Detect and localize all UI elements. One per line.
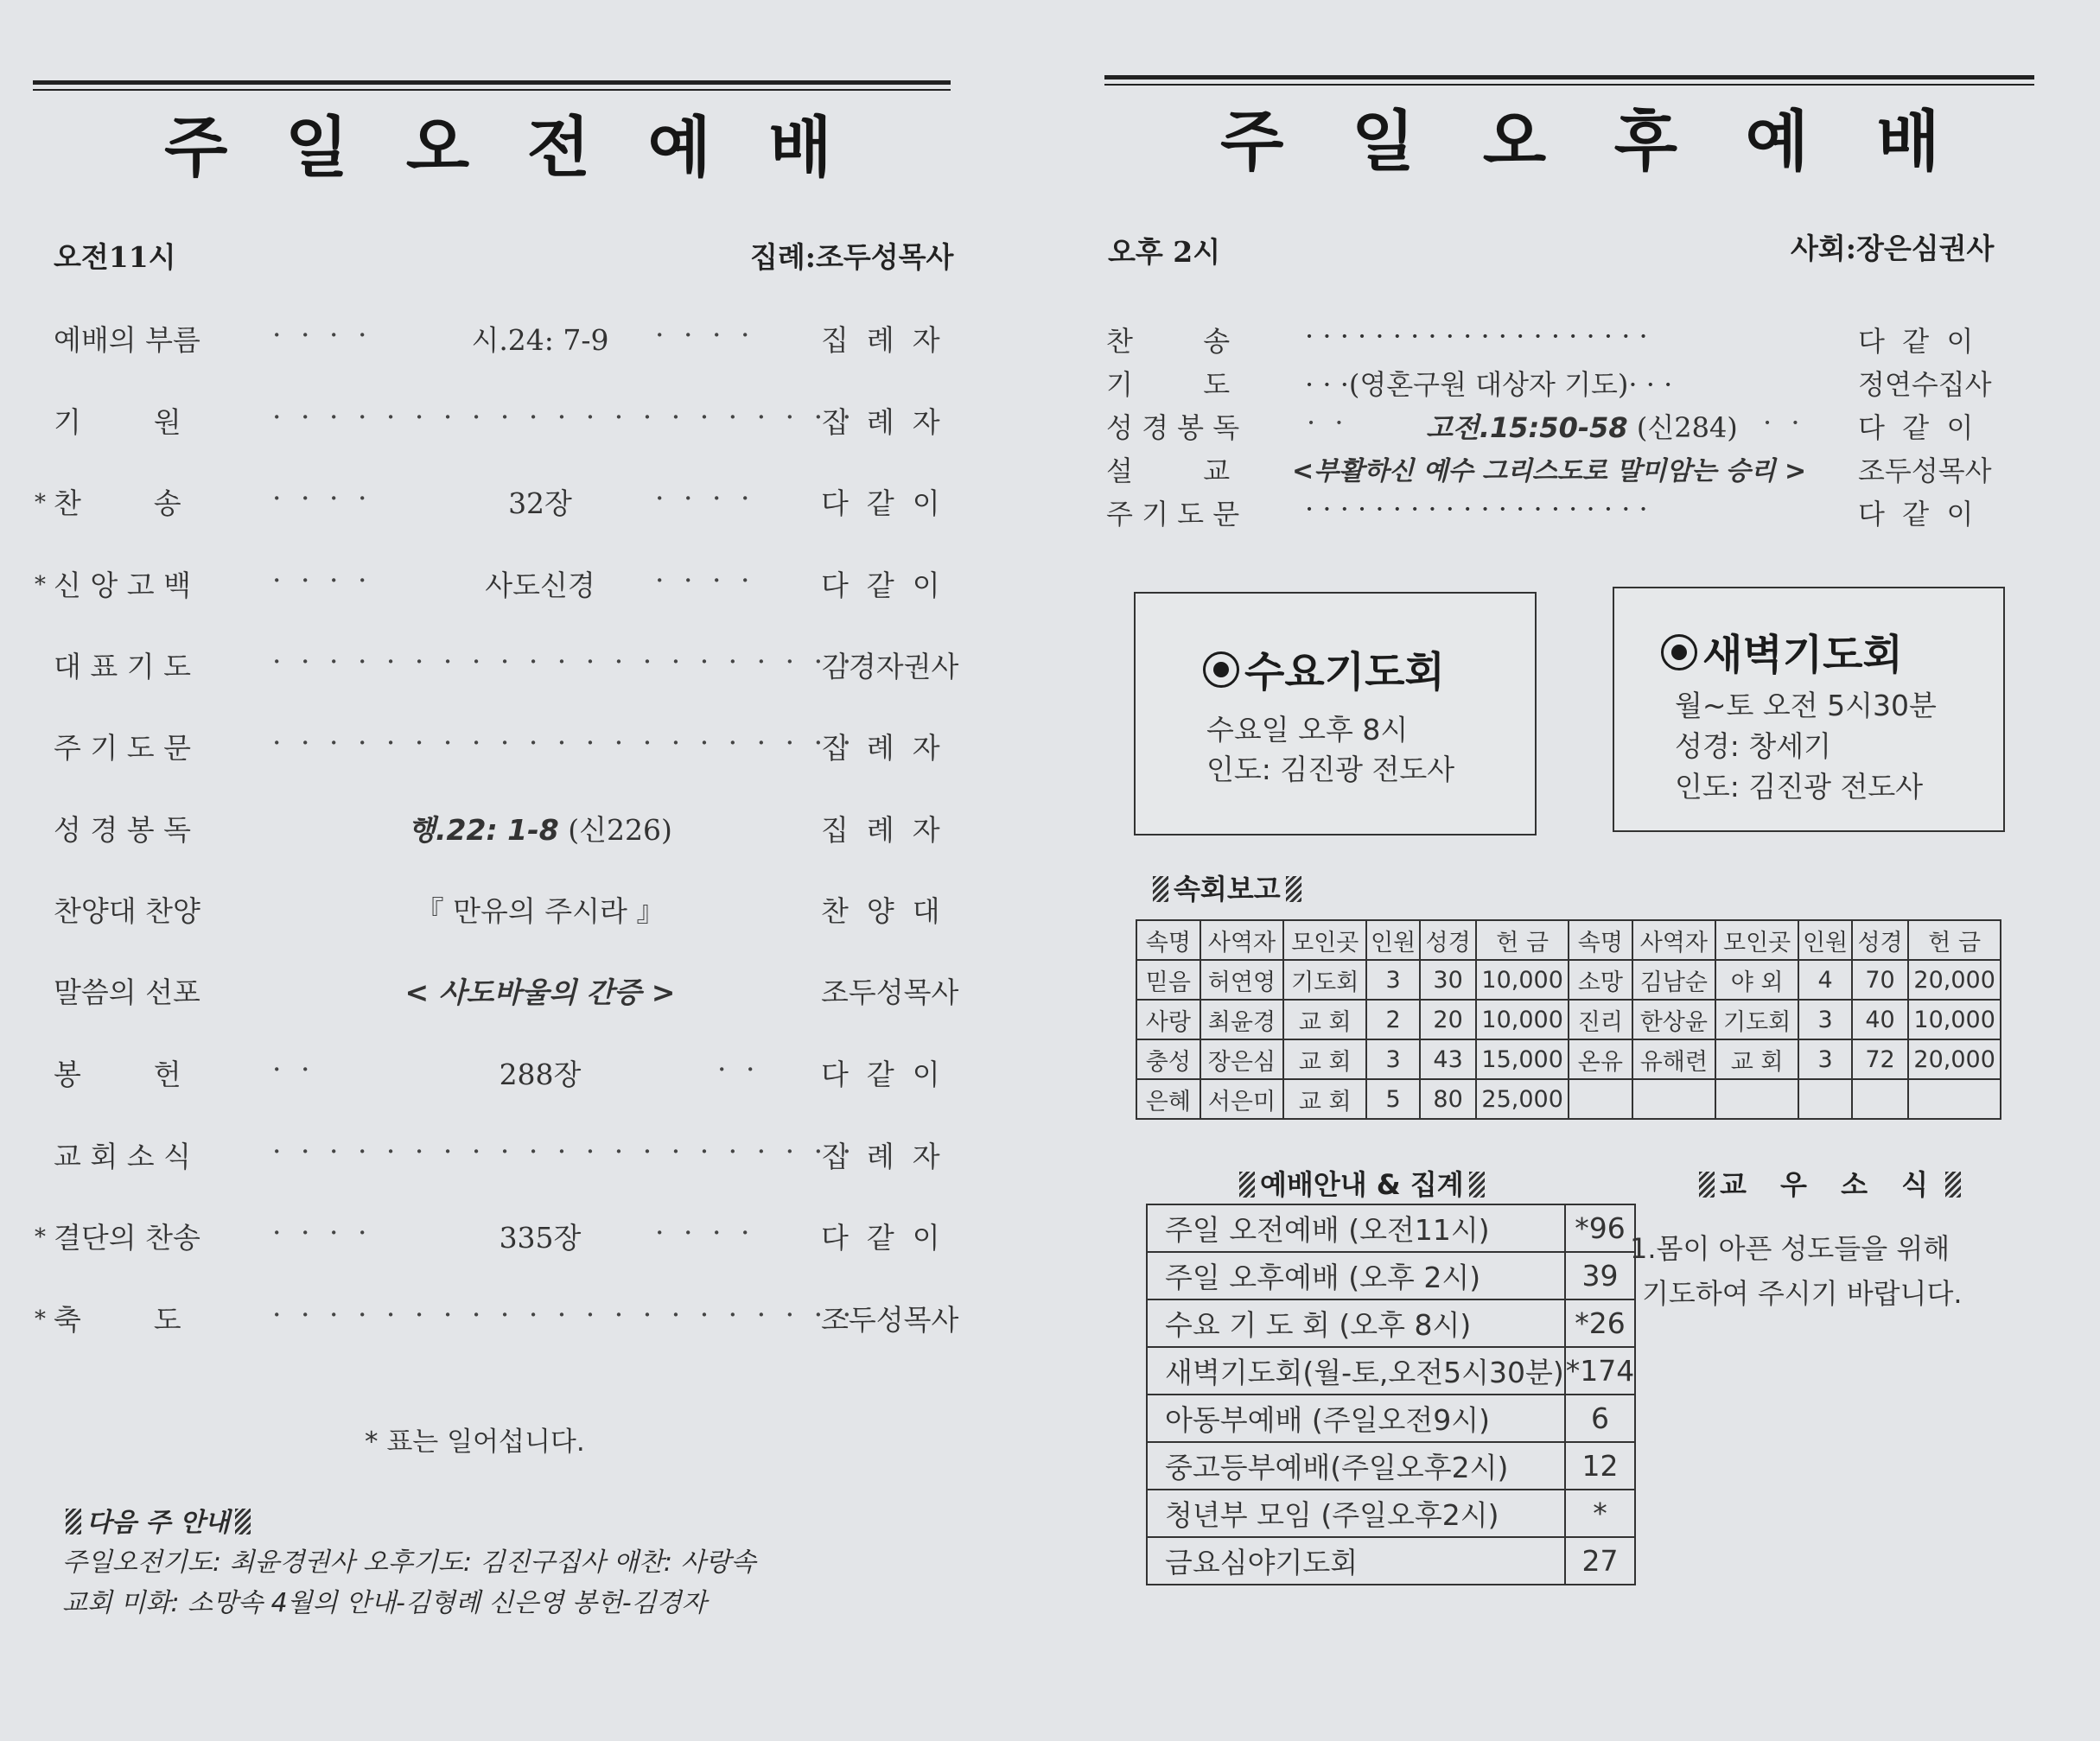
attendance-heading-text: 예배안내 & 집계	[1260, 1168, 1464, 1201]
service-label: 새벽기도회(월-토,오전5시30분)	[1147, 1347, 1565, 1395]
table-cell: 은혜	[1136, 1079, 1200, 1119]
attendance-count: 27	[1565, 1537, 1636, 1585]
table-cell: 3	[1798, 1039, 1851, 1079]
leader-dots: · ·	[1763, 406, 1805, 439]
attendance-count: 39	[1565, 1252, 1636, 1299]
order-responsible: 정연수집사	[1858, 368, 1992, 401]
standing-marker: *	[35, 1224, 46, 1250]
order-label: 기 도	[1106, 368, 1231, 401]
right-title-rule-thin	[1104, 84, 2034, 86]
order-responsible: 집 례 자	[821, 323, 940, 357]
table-cell: 유해련	[1632, 1039, 1715, 1079]
order-row	[1106, 449, 2005, 491]
column-header: 헌 금	[1908, 920, 2001, 960]
order-responsible: 다 같 이	[821, 569, 940, 602]
hatch-ornament	[1945, 1172, 1961, 1198]
table-cell	[1798, 1079, 1851, 1119]
column-header: 속명	[1569, 920, 1632, 960]
service-label: 주일 오전예배 (오전11시)	[1147, 1204, 1565, 1252]
table-cell: 소망	[1569, 960, 1632, 1000]
order-responsible: 집 례 자	[821, 1140, 940, 1173]
table-cell: 교 회	[1283, 1000, 1366, 1039]
table-row	[1136, 960, 2001, 1000]
leader-dots: · · · ·	[272, 318, 372, 352]
order-detail: 시.24: 7-9	[471, 323, 609, 357]
cell-report-heading-text: 속회보고	[1174, 873, 1281, 905]
leader-dots: · ·	[272, 1052, 315, 1086]
attendance-count: *96	[1565, 1204, 1636, 1252]
column-header: 헌 금	[1476, 920, 1569, 960]
order-row	[35, 400, 977, 452]
service-label: 주일 오후예배 (오후 2시)	[1147, 1252, 1565, 1299]
table-cell: 교 회	[1283, 1039, 1366, 1079]
afternoon-service-title: 주 일 오 후 예 배	[1220, 103, 1963, 180]
afternoon-service-time: 오후 2시	[1108, 235, 1221, 269]
column-header: 사역자	[1200, 920, 1283, 960]
order-row	[1106, 492, 2005, 534]
column-header: 성경	[1852, 920, 1909, 960]
scripture-reference: 행.22: 1-8	[408, 813, 559, 847]
order-label: 주 기 도 문	[54, 731, 191, 765]
order-responsible: 집 례 자	[821, 731, 940, 765]
order-responsible: 다 같 이	[821, 486, 940, 520]
service-label: 수요 기 도 회 (오후 8시)	[1147, 1299, 1565, 1347]
wednesday-prayer-box	[1134, 592, 1537, 836]
table-row	[1147, 1252, 1635, 1299]
order-label: 찬 송	[54, 486, 181, 520]
standing-marker: *	[35, 572, 46, 598]
table-row	[1147, 1299, 1635, 1347]
leader-dots: · ·	[1307, 406, 1349, 439]
order-responsible: 다 같 이	[1858, 411, 1974, 444]
order-row	[35, 645, 977, 696]
order-label: 기 원	[54, 405, 181, 439]
column-header: 모인곳	[1715, 920, 1798, 960]
morning-service-time: 오전11시	[54, 240, 176, 274]
order-detail: 335장	[499, 1221, 582, 1255]
order-label: 축 도	[54, 1303, 181, 1337]
dawn-prayer-bible: 성경: 창세기	[1675, 729, 1831, 763]
wednesday-prayer-time: 수요일 오후 8시	[1206, 713, 1409, 747]
order-label: 대 표 기 도	[54, 650, 191, 683]
order-responsible: 김경자권사	[821, 650, 959, 683]
sermon-title: < 사도바울의 간증 >	[404, 975, 676, 1009]
table-cell: 3	[1366, 1039, 1419, 1079]
order-row	[35, 808, 977, 860]
next-week-line-2: 교회 미화: 소망속 4월의 안내-김형례 신은영 봉헌-김경자	[62, 1588, 707, 1618]
table-cell: 서은미	[1200, 1079, 1283, 1119]
table-row	[1147, 1395, 1635, 1442]
column-header: 인원	[1366, 920, 1419, 960]
dawn-prayer-title-text: 새벽기도회	[1702, 631, 1903, 679]
afternoon-service-leader: 사회:장은심권사	[1791, 232, 1995, 265]
table-cell: 15,000	[1476, 1039, 1569, 1079]
leader-dots: · · · · · · · · · · · · · · · · · · · · ·	[272, 726, 857, 759]
order-label: 설 교	[1106, 454, 1231, 487]
order-row	[1106, 406, 2005, 448]
order-label: 결단의 찬송	[54, 1221, 200, 1255]
order-row	[35, 318, 977, 370]
table-cell: 5	[1366, 1079, 1419, 1119]
table-cell: 교 회	[1283, 1079, 1366, 1119]
table-row	[1147, 1490, 1635, 1537]
leader-dots: · · · ·	[655, 1216, 755, 1249]
cell-report-header-row	[1136, 920, 2001, 960]
table-cell: 장은심	[1200, 1039, 1283, 1079]
order-row	[1106, 363, 2005, 404]
order-label: 찬양대 찬양	[54, 894, 200, 928]
order-row	[35, 726, 977, 778]
attendance-heading	[1234, 1163, 1490, 1203]
standing-marker: *	[35, 490, 46, 516]
order-detail-group	[294, 808, 786, 848]
table-row	[1136, 1039, 2001, 1079]
order-responsible: 집 례 자	[821, 813, 940, 847]
friends-news-heading	[1694, 1163, 1966, 1203]
table-cell: 3	[1798, 1000, 1851, 1039]
hatch-ornament	[1469, 1172, 1485, 1198]
left-title-rule-thick	[33, 80, 951, 85]
order-detail: 32장	[508, 486, 572, 520]
dawn-prayer-time: 월~토 오전 5시30분	[1675, 689, 1937, 722]
hatch-ornament	[1286, 876, 1301, 902]
bullet-icon	[1203, 651, 1239, 688]
table-cell: 20,000	[1908, 960, 2001, 1000]
order-detail: 288장	[499, 1058, 582, 1091]
attendance-count: 6	[1565, 1395, 1636, 1442]
table-cell	[1908, 1079, 2001, 1119]
table-cell: 기도회	[1715, 1000, 1798, 1039]
friends-news-line-1: 1.몸이 아픈 성도들을 위해	[1630, 1232, 1950, 1265]
table-cell: 10,000	[1908, 1000, 2001, 1039]
order-row	[35, 481, 977, 533]
attendance-table	[1146, 1204, 1636, 1585]
table-cell: 믿음	[1136, 960, 1200, 1000]
table-cell: 사랑	[1136, 1000, 1200, 1039]
order-row	[35, 1134, 977, 1186]
leader-dots: · · · ·	[272, 481, 372, 515]
leader-dots: · ·	[717, 1052, 760, 1086]
order-row	[35, 1298, 977, 1350]
table-cell: 25,000	[1476, 1079, 1569, 1119]
order-label: 성 경 봉 독	[54, 813, 191, 847]
table-cell	[1632, 1079, 1715, 1119]
service-label: 아동부예배 (주일오전9시)	[1147, 1395, 1565, 1442]
leader-dots: · · · · · · · · · · · · · · · · · · · · ·	[272, 400, 857, 434]
dawn-prayer-box	[1613, 587, 2005, 832]
sermon-title: <부활하신 예수 그리스도로 말미암는 승리 >	[1292, 456, 1807, 486]
order-label: 말씀의 선포	[54, 975, 200, 1009]
table-cell: 70	[1852, 960, 1909, 1000]
order-label: 성 경 봉 독	[1106, 411, 1240, 444]
cell-report-heading	[1148, 867, 1307, 907]
wednesday-prayer-title	[1203, 639, 1445, 698]
friends-news-heading-text: 교 우 소 식	[1720, 1168, 1941, 1201]
hatch-ornament	[1239, 1172, 1255, 1198]
table-cell: 최윤경	[1200, 1000, 1283, 1039]
next-week-heading-text: 다음 주 안내	[86, 1508, 230, 1538]
scripture-reference: 고전.15:50-58	[1426, 411, 1628, 444]
order-label: 찬 송	[1106, 325, 1231, 358]
order-detail: · · · · · · · · · · · · · · · · · · · ·	[1305, 492, 1648, 525]
leader-dots: · · · ·	[272, 563, 372, 597]
order-responsible: 집 례 자	[821, 405, 940, 439]
table-cell: 진리	[1569, 1000, 1632, 1039]
bullet-icon	[1661, 634, 1697, 670]
dawn-prayer-leader: 인도: 김진광 전도사	[1675, 770, 1924, 804]
cell-report-table	[1136, 919, 2001, 1120]
table-cell: 40	[1852, 1000, 1909, 1039]
dawn-prayer-title	[1661, 621, 1903, 681]
table-cell: 허연영	[1200, 960, 1283, 1000]
table-cell: 20	[1420, 1000, 1477, 1039]
hymn-number: (신226)	[568, 813, 672, 847]
leader-dots: · · · ·	[655, 318, 755, 352]
table-cell	[1569, 1079, 1632, 1119]
table-cell: 72	[1852, 1039, 1909, 1079]
morning-service-leader: 집례:조두성목사	[750, 240, 954, 274]
standing-note: * 표는 일어섭니다.	[365, 1426, 585, 1458]
order-responsible: 다 같 이	[821, 1221, 940, 1255]
morning-service-title: 주 일 오 전 예 배	[164, 109, 850, 186]
table-cell: 20,000	[1908, 1039, 2001, 1079]
order-row	[35, 1052, 977, 1104]
table-row	[1147, 1442, 1635, 1490]
order-detail: 사도신경	[485, 569, 595, 602]
service-label: 금요심야기도회	[1147, 1537, 1565, 1585]
table-cell: 온유	[1569, 1039, 1632, 1079]
table-row	[1147, 1204, 1635, 1252]
column-header: 성경	[1420, 920, 1477, 960]
order-label: 신 앙 고 백	[54, 569, 191, 602]
next-week-line-1: 주일오전기도: 최윤경권사 오후기도: 김진구집사 애찬: 사랑속	[62, 1547, 756, 1578]
leader-dots: · · · · · · · · · · · · · · · · · · · · ·	[272, 645, 857, 678]
order-label: 예배의 부름	[54, 323, 200, 357]
table-cell: 43	[1420, 1039, 1477, 1079]
table-row	[1136, 1079, 2001, 1119]
leader-dots: · · · ·	[655, 563, 755, 597]
table-cell: 2	[1366, 1000, 1419, 1039]
table-row	[1147, 1347, 1635, 1395]
order-detail: 『 만유의 주시라 』	[415, 894, 665, 928]
column-header: 속명	[1136, 920, 1200, 960]
table-cell: 80	[1420, 1079, 1477, 1119]
table-cell	[1852, 1079, 1909, 1119]
order-label: 봉 헌	[54, 1058, 181, 1091]
order-label: 교 회 소 식	[54, 1140, 191, 1173]
order-row	[35, 563, 977, 615]
table-row	[1136, 1000, 2001, 1039]
column-header: 사역자	[1632, 920, 1715, 960]
order-row	[1106, 320, 2005, 361]
wednesday-prayer-title-text: 수요기도회	[1244, 648, 1445, 696]
table-cell: 기도회	[1283, 960, 1366, 1000]
friends-news-line-2: 기도하여 주시기 바랍니다.	[1642, 1277, 1963, 1310]
order-row	[35, 889, 977, 941]
order-row	[35, 970, 977, 1022]
table-cell: 김남순	[1632, 960, 1715, 1000]
table-cell: 교 회	[1715, 1039, 1798, 1079]
attendance-count: 12	[1565, 1442, 1636, 1490]
standing-marker: *	[35, 1306, 46, 1332]
order-detail: · · · · · · · · · · · · · · · · · · · ·	[1305, 320, 1648, 353]
hymn-number: (신284)	[1636, 411, 1738, 444]
table-cell: 4	[1798, 960, 1851, 1000]
column-header: 인원	[1798, 920, 1851, 960]
leader-dots: · · · · · · · · · · · · · · · · · · · · ·	[272, 1134, 857, 1168]
hatch-ornament	[235, 1509, 251, 1534]
service-label: 청년부 모임 (주일오후2시)	[1147, 1490, 1565, 1537]
table-cell: 야 외	[1715, 960, 1798, 1000]
leader-dots: · · · ·	[655, 481, 755, 515]
order-detail: · · ·(영혼구원 대상자 기도)· · ·	[1305, 368, 1673, 401]
table-cell: 10,000	[1476, 1000, 1569, 1039]
order-responsible: 조두성목사	[821, 975, 959, 1009]
leader-dots: · · · ·	[272, 1216, 372, 1249]
table-cell: 3	[1366, 960, 1419, 1000]
next-week-heading	[60, 1501, 256, 1539]
order-responsible: 조두성목사	[1858, 454, 1992, 487]
wednesday-prayer-leader: 인도: 김진광 전도사	[1206, 753, 1455, 786]
service-label: 중고등부예배(주일오후2시)	[1147, 1442, 1565, 1490]
right-title-rule-thick	[1104, 75, 2034, 79]
left-title-rule-thin	[33, 89, 951, 91]
attendance-count: *174	[1565, 1347, 1636, 1395]
attendance-count: *	[1565, 1490, 1636, 1537]
table-cell: 10,000	[1476, 960, 1569, 1000]
hatch-ornament	[1699, 1172, 1715, 1198]
leader-dots: · · · · · · · · · · · · · · · · · · · · ·	[272, 1298, 857, 1331]
table-row	[1147, 1537, 1635, 1585]
order-responsible: 다 같 이	[1858, 325, 1974, 358]
hatch-ornament	[66, 1509, 81, 1534]
order-label: 주 기 도 문	[1106, 498, 1240, 531]
attendance-count: *26	[1565, 1299, 1636, 1347]
table-cell: 충성	[1136, 1039, 1200, 1079]
column-header: 모인곳	[1283, 920, 1366, 960]
hatch-ornament	[1153, 876, 1168, 902]
order-row	[35, 1216, 977, 1268]
table-cell: 30	[1420, 960, 1477, 1000]
table-cell: 한상윤	[1632, 1000, 1715, 1039]
table-cell	[1715, 1079, 1798, 1119]
order-responsible: 다 같 이	[1858, 498, 1974, 531]
order-responsible: 다 같 이	[821, 1058, 940, 1091]
order-responsible: 찬 양 대	[821, 894, 940, 928]
order-responsible: 조두성목사	[821, 1303, 959, 1337]
